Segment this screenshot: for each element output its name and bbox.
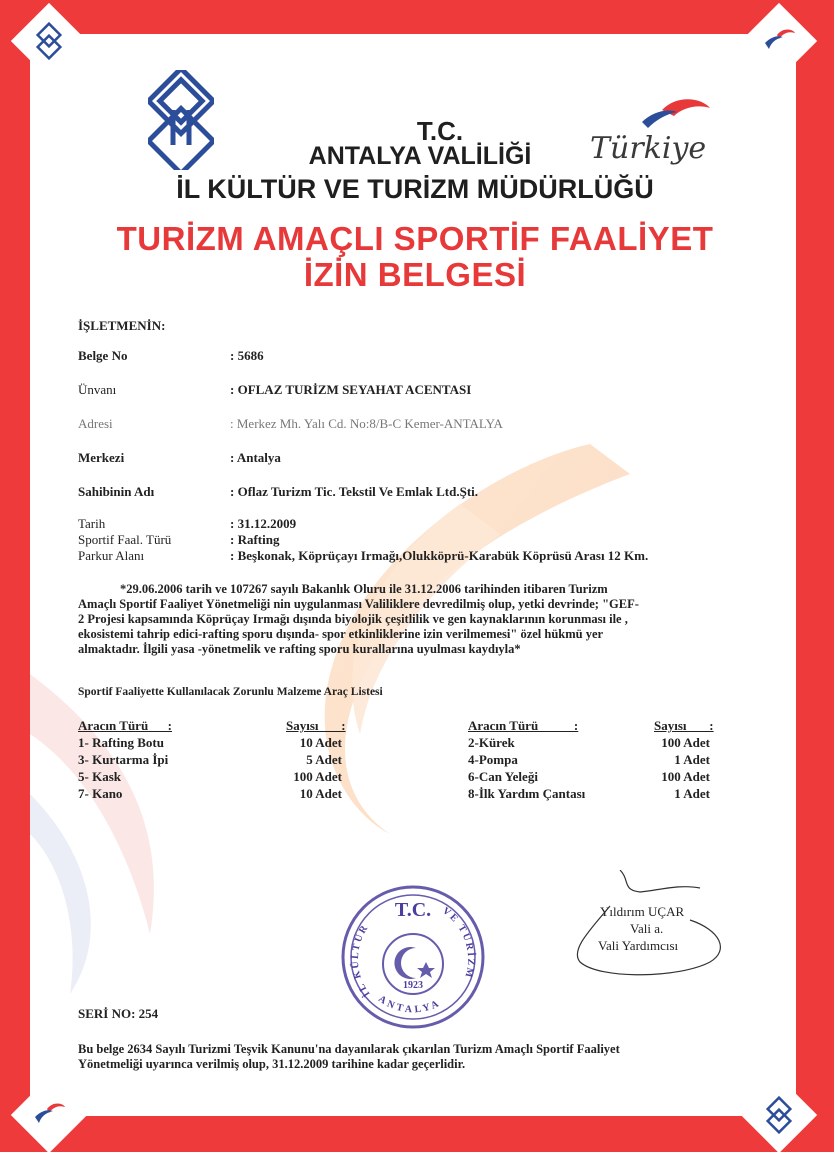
section-label: İŞLETMENİN:	[78, 318, 166, 333]
tulip-icon	[29, 1095, 69, 1135]
certificate-body	[30, 34, 796, 1116]
stamp-right-text: VE TURİZM	[440, 905, 477, 981]
signatory-name: Yıldırım UÇAR	[600, 904, 685, 919]
equipment-header-qty-2: Sayısı :	[654, 718, 714, 733]
field-value-unvan: : OFLAZ TURİZM SEYAHAT ACENTASI	[230, 382, 472, 397]
paragraph-line: almaktadır. İlgili yasa -yönetmelik ve rafting sporu kurallarına uyulması kaydıyla*	[78, 642, 521, 656]
field-value-merkez: : Antalya	[230, 450, 281, 465]
field-label-merkez: Merkezi	[78, 450, 125, 465]
field-label-sahip: Sahibinin Adı	[78, 484, 155, 499]
equipment-qty: 10 Adet	[299, 786, 342, 801]
crescent-icon	[394, 947, 416, 979]
field-label-adres: Adresi	[78, 416, 113, 431]
equipment-type: 6-Can Yeleği	[468, 769, 538, 784]
turkiye-logo-text: Türkiye	[590, 131, 707, 166]
header-tc: T.C.	[416, 116, 464, 146]
equipment-type: 3- Kurtarma İpi	[78, 752, 169, 767]
field-label-unvan: Ünvanı	[78, 382, 117, 397]
field-value-sahip: : Oflaz Turizm Tic. Tekstil Ve Emlak Ltd.Şti.	[230, 484, 479, 499]
footer-line: Yönetmeliği uyarınca verilmiş olup, 31.12.2009 tarihine kadar geçerlidir.	[78, 1057, 466, 1071]
ministry-knot-logo-icon	[148, 70, 214, 170]
equipment-type: 4-Pompa	[468, 752, 518, 767]
equipment-qty: 10 Adet	[299, 735, 342, 750]
paragraph-line: 2 Projesi kapsamında Köprüçay Irmağı dışında biyolojik çeşitlilik ve gen kaynaklarının korunması ile ,	[78, 612, 628, 626]
paragraph-line: *29.06.2006 tarih ve 107267 sayılı Bakanlık Oluru ile 31.12.2006 tarihinden itibaren Turizm	[120, 582, 608, 596]
paragraph-line: Amaçlı Sportif Faaliyet Yönetmeliği nin uygulanması Valiliklere devredilmiş olup, yetki devrinde; "GEF-	[78, 597, 639, 611]
equipment-type: 8-İlk Yardım Çantası	[468, 786, 586, 801]
paragraph-line: ekosistemi tahrip edici-rafting sporu dışında- spor etkinliklerine izin verilmemesi" özel hükmü yer	[78, 627, 604, 641]
equipment-type: 7- Kano	[78, 786, 123, 801]
field-value-faaliyet-turu: : Rafting	[230, 532, 280, 547]
equipment-qty: 100 Adet	[293, 769, 342, 784]
signatory-title: Vali Yardımcısı	[598, 938, 679, 953]
equipment-qty: 100 Adet	[661, 769, 710, 784]
equipment-header-type-2: Aracın Türü :	[468, 718, 579, 733]
equipment-qty: 100 Adet	[661, 735, 710, 750]
header-valilik: ANTALYA VALİLİĞİ	[308, 142, 532, 170]
field-label-parkur: Parkur Alanı	[78, 548, 145, 563]
knot-icon	[759, 1095, 799, 1135]
equipment-type: 2-Kürek	[468, 735, 515, 750]
stamp-year: 1923	[403, 980, 423, 991]
document-title-line1: TURİZM AMAÇLI SPORTİF FAALİYET	[116, 220, 714, 257]
stamp-tc-text: T.C.	[394, 899, 432, 921]
star-icon	[417, 962, 435, 978]
equipment-qty: 1 Adet	[674, 786, 710, 801]
field-value-tarih: : 31.12.2009	[230, 516, 297, 531]
knot-icon	[29, 21, 69, 61]
equipment-type: 1- Rafting Botu	[78, 735, 164, 750]
field-label-faaliyet-turu: Sportif Faal. Türü	[78, 532, 172, 547]
stamp-left-text: İL KÜLTÜR	[349, 922, 373, 999]
equipment-header-type-1: Aracın Türü :	[78, 718, 173, 733]
tulip-icon	[759, 21, 799, 61]
equipment-type: 5- Kask	[78, 769, 121, 784]
footer-line: Bu belge 2634 Sayılı Turizmi Teşvik Kanunu'na dayanılarak çıkarılan Turizm Amaçlı Sportif Faaliyet	[78, 1042, 620, 1056]
stamp-bottom-text: ANTALYA	[376, 993, 444, 1016]
validity-footer	[78, 1042, 758, 1072]
official-stamp	[338, 882, 488, 1032]
equipment-qty: 1 Adet	[674, 752, 710, 767]
field-value-parkur: : Beşkonak, Köprüçayı Irmağı,Olukköprü-Karabük Köprüsü Arası 12 Km.	[230, 548, 649, 563]
equipment-qty: 5 Adet	[306, 752, 342, 767]
field-value-adres: : Merkez Mh. Yalı Cd. No:8/B-C Kemer-ANTALYA	[230, 416, 503, 431]
field-value-belge-no: : 5686	[230, 348, 264, 363]
document-title-line2: İZİN BELGESİ	[303, 256, 527, 293]
field-label-belge-no: Belge No	[78, 348, 128, 363]
regulation-paragraph	[78, 582, 748, 657]
header-mudurluk: İL KÜLTÜR VE TURİZM MÜDÜRLÜĞÜ	[176, 174, 654, 204]
serial-number: SERİ NO: 254	[78, 1006, 159, 1021]
turkiye-logo-icon	[582, 92, 732, 172]
equipment-header-qty-1: Sayısı :	[286, 718, 346, 733]
field-label-tarih: Tarih	[78, 516, 106, 531]
equipment-heading: Sportif Faaliyette Kullanılacak Zorunlu Malzeme Araç Listesi	[78, 686, 383, 698]
signatory-line2: Vali a.	[630, 921, 664, 936]
